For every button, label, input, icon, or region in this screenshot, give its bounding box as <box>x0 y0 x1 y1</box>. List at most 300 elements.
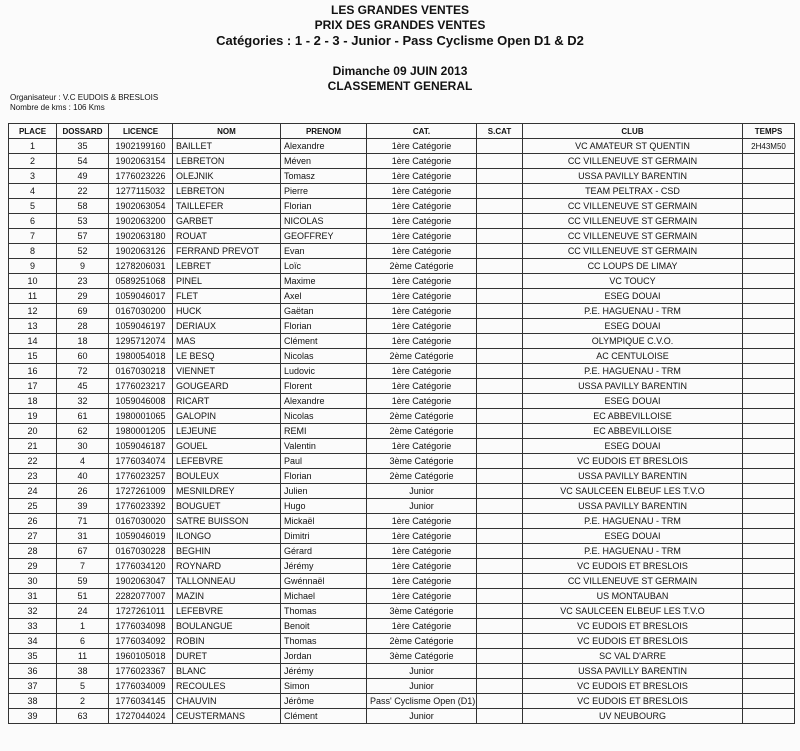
place-cell: 1 <box>9 139 57 154</box>
prenom-cell: Méven <box>281 154 367 169</box>
prenom-cell: Simon <box>281 679 367 694</box>
dossard-cell: 53 <box>57 214 109 229</box>
place-cell: 6 <box>9 214 57 229</box>
table-row <box>9 574 795 589</box>
category-cell: 1ère Catégorie <box>367 229 477 244</box>
dossard-cell: 31 <box>57 529 109 544</box>
place-cell: 5 <box>9 199 57 214</box>
prenom-cell: Jordan <box>281 649 367 664</box>
results-body <box>9 139 795 724</box>
club-cell: UV NEUBOURG <box>523 709 743 724</box>
prenom-cell: Paul <box>281 454 367 469</box>
table-row <box>9 244 795 259</box>
category-cell: Pass' Cyclisme Open (D1) <box>367 694 477 709</box>
place-cell: 32 <box>9 604 57 619</box>
licence-cell: 1902063054 <box>109 199 173 214</box>
licence-cell: 1059046197 <box>109 319 173 334</box>
place-cell: 18 <box>9 394 57 409</box>
col-header-club: CLUB <box>523 124 743 139</box>
place-cell: 16 <box>9 364 57 379</box>
nom-cell: LEBRET <box>173 259 281 274</box>
col-header-prenom: PRENOM <box>281 124 367 139</box>
col-header-dossard: DOSSARD <box>57 124 109 139</box>
time-cell <box>743 319 795 334</box>
licence-cell: 1776034009 <box>109 679 173 694</box>
dossard-cell: 60 <box>57 349 109 364</box>
prenom-cell: Clément <box>281 334 367 349</box>
subcategory-cell <box>477 514 523 529</box>
prenom-cell: Florent <box>281 379 367 394</box>
col-header-nom: NOM <box>173 124 281 139</box>
time-cell <box>743 184 795 199</box>
category-cell: 1ère Catégorie <box>367 244 477 259</box>
subcategory-cell <box>477 679 523 694</box>
subcategory-cell <box>477 154 523 169</box>
dossard-cell: 11 <box>57 649 109 664</box>
dossard-cell: 28 <box>57 319 109 334</box>
place-cell: 20 <box>9 424 57 439</box>
category-cell: Junior <box>367 709 477 724</box>
club-cell: CC VILLENEUVE ST GERMAIN <box>523 574 743 589</box>
time-cell <box>743 379 795 394</box>
club-cell: USSA PAVILLY BARENTIN <box>523 379 743 394</box>
licence-cell: 1776023392 <box>109 499 173 514</box>
club-cell: CC VILLENEUVE ST GERMAIN <box>523 244 743 259</box>
club-cell: TEAM PELTRAX - CSD <box>523 184 743 199</box>
prenom-cell: Michael <box>281 589 367 604</box>
licence-cell: 0167030228 <box>109 544 173 559</box>
dossard-cell: 9 <box>57 259 109 274</box>
licence-cell: 1902063047 <box>109 574 173 589</box>
table-row <box>9 499 795 514</box>
club-cell: CC VILLENEUVE ST GERMAIN <box>523 229 743 244</box>
category-cell: 2ème Catégorie <box>367 469 477 484</box>
race-title: LES GRANDES VENTES <box>330 3 470 17</box>
table-row <box>9 709 795 724</box>
prenom-cell: Benoit <box>281 619 367 634</box>
time-cell <box>743 484 795 499</box>
table-row <box>9 199 795 214</box>
nom-cell: ROYNARD <box>173 559 281 574</box>
licence-cell: 1980001065 <box>109 409 173 424</box>
prenom-cell: Thomas <box>281 634 367 649</box>
nom-cell: LEJEUNE <box>173 424 281 439</box>
table-row <box>9 589 795 604</box>
place-cell: 39 <box>9 709 57 724</box>
table-row <box>9 544 795 559</box>
dossard-cell: 39 <box>57 499 109 514</box>
club-cell: VC TOUCY <box>523 274 743 289</box>
place-cell: 4 <box>9 184 57 199</box>
time-cell <box>743 589 795 604</box>
category-cell: 2ème Catégorie <box>367 349 477 364</box>
club-cell: EC ABBEVILLOISE <box>523 409 743 424</box>
club-cell: EC ABBEVILLOISE <box>523 424 743 439</box>
time-cell <box>743 229 795 244</box>
nom-cell: TALLONNEAU <box>173 574 281 589</box>
table-row <box>9 409 795 424</box>
place-cell: 35 <box>9 649 57 664</box>
dossard-cell: 23 <box>57 274 109 289</box>
place-cell: 25 <box>9 499 57 514</box>
dossard-cell: 62 <box>57 424 109 439</box>
time-cell <box>743 259 795 274</box>
col-header-cat: CAT. <box>367 124 477 139</box>
club-cell: USSA PAVILLY BARENTIN <box>523 499 743 514</box>
category-cell: 3ème Catégorie <box>367 604 477 619</box>
subcategory-cell <box>477 409 523 424</box>
dossard-cell: 32 <box>57 394 109 409</box>
licence-cell: 1902063200 <box>109 214 173 229</box>
club-cell: US MONTAUBAN <box>523 589 743 604</box>
licence-cell: 1776023367 <box>109 664 173 679</box>
prenom-cell: NICOLAS <box>281 214 367 229</box>
nom-cell: RICART <box>173 394 281 409</box>
dossard-cell: 54 <box>57 154 109 169</box>
category-cell: 1ère Catégorie <box>367 619 477 634</box>
dossard-cell: 45 <box>57 379 109 394</box>
prenom-cell: Nicolas <box>281 409 367 424</box>
category-cell: 1ère Catégorie <box>367 544 477 559</box>
club-cell: VC SAULCEEN ELBEUF LES T.V.O <box>523 484 743 499</box>
dossard-cell: 4 <box>57 454 109 469</box>
dossard-cell: 57 <box>57 229 109 244</box>
table-row <box>9 289 795 304</box>
nom-cell: FERRAND PREVOT <box>173 244 281 259</box>
licence-cell: 1776034092 <box>109 634 173 649</box>
club-cell: OLYMPIQUE C.V.O. <box>523 334 743 349</box>
place-cell: 29 <box>9 559 57 574</box>
table-row <box>9 364 795 379</box>
race-date: Dimanche 09 JUIN 2013 <box>332 64 468 78</box>
table-row <box>9 304 795 319</box>
prenom-cell: Jérémy <box>281 559 367 574</box>
category-cell: 1ère Catégorie <box>367 169 477 184</box>
prenom-cell: Alexandre <box>281 394 367 409</box>
nom-cell: VIENNET <box>173 364 281 379</box>
prenom-cell: Jérôme <box>281 694 367 709</box>
subcategory-cell <box>477 229 523 244</box>
table-row <box>9 619 795 634</box>
table-row <box>9 229 795 244</box>
licence-cell: 1059046019 <box>109 529 173 544</box>
place-cell: 14 <box>9 334 57 349</box>
dossard-cell: 35 <box>57 139 109 154</box>
category-cell: Junior <box>367 664 477 679</box>
category-cell: 1ère Catégorie <box>367 319 477 334</box>
time-cell <box>743 244 795 259</box>
dossard-cell: 40 <box>57 469 109 484</box>
table-row <box>9 514 795 529</box>
club-cell: P.E. HAGUENAU - TRM <box>523 544 743 559</box>
prenom-cell: Alexandre <box>281 139 367 154</box>
category-cell: 1ère Catégorie <box>367 379 477 394</box>
subcategory-cell <box>477 559 523 574</box>
organizer-label: Organisateur : V.C EUDOIS & BRESLOIS <box>10 93 159 102</box>
table-row <box>9 139 795 154</box>
prenom-cell: Gwénnaël <box>281 574 367 589</box>
category-cell: 1ère Catégorie <box>367 334 477 349</box>
dossard-cell: 6 <box>57 634 109 649</box>
nom-cell: CHAUVIN <box>173 694 281 709</box>
prenom-cell: Nicolas <box>281 349 367 364</box>
licence-cell: 1776034098 <box>109 619 173 634</box>
licence-cell: 0167030200 <box>109 304 173 319</box>
dossard-cell: 63 <box>57 709 109 724</box>
time-cell <box>743 349 795 364</box>
time-cell <box>743 169 795 184</box>
place-cell: 27 <box>9 529 57 544</box>
time-cell <box>743 544 795 559</box>
prenom-cell: Axel <box>281 289 367 304</box>
table-row <box>9 604 795 619</box>
prenom-cell: Jérémy <box>281 664 367 679</box>
dossard-cell: 7 <box>57 559 109 574</box>
club-cell: VC EUDOIS ET BRESLOIS <box>523 679 743 694</box>
category-cell: 1ère Catégorie <box>367 289 477 304</box>
club-cell: VC EUDOIS ET BRESLOIS <box>523 454 743 469</box>
table-row <box>9 214 795 229</box>
subcategory-cell <box>477 334 523 349</box>
time-cell <box>743 304 795 319</box>
dossard-cell: 61 <box>57 409 109 424</box>
place-cell: 8 <box>9 244 57 259</box>
subcategory-cell <box>477 484 523 499</box>
subcategory-cell <box>477 319 523 334</box>
club-cell: VC EUDOIS ET BRESLOIS <box>523 559 743 574</box>
col-header-scat: S.CAT <box>477 124 523 139</box>
nom-cell: LEBRETON <box>173 184 281 199</box>
time-cell <box>743 424 795 439</box>
subcategory-cell <box>477 259 523 274</box>
place-cell: 37 <box>9 679 57 694</box>
nom-cell: MESNILDREY <box>173 484 281 499</box>
category-cell: 3ème Catégorie <box>367 649 477 664</box>
club-cell: USSA PAVILLY BARENTIN <box>523 469 743 484</box>
club-cell: CC VILLENEUVE ST GERMAIN <box>523 199 743 214</box>
nom-cell: BOULANGUE <box>173 619 281 634</box>
place-cell: 22 <box>9 454 57 469</box>
prenom-cell: Pierre <box>281 184 367 199</box>
licence-cell: 1776023226 <box>109 169 173 184</box>
club-cell: CC VILLENEUVE ST GERMAIN <box>523 214 743 229</box>
category-cell: 1ère Catégorie <box>367 514 477 529</box>
nom-cell: PINEL <box>173 274 281 289</box>
time-cell <box>743 499 795 514</box>
subcategory-cell <box>477 694 523 709</box>
category-cell: 1ère Catégorie <box>367 559 477 574</box>
subcategory-cell <box>477 289 523 304</box>
licence-cell: 1776034120 <box>109 559 173 574</box>
table-row <box>9 484 795 499</box>
time-cell <box>743 334 795 349</box>
prenom-cell: Florian <box>281 469 367 484</box>
subcategory-cell <box>477 634 523 649</box>
time-cell <box>743 679 795 694</box>
category-cell: 1ère Catégorie <box>367 589 477 604</box>
nom-cell: BEGHIN <box>173 544 281 559</box>
table-row <box>9 379 795 394</box>
subcategory-cell <box>477 214 523 229</box>
subcategory-cell <box>477 394 523 409</box>
time-cell <box>743 469 795 484</box>
dossard-cell: 1 <box>57 619 109 634</box>
time-cell <box>743 409 795 424</box>
subcategory-cell <box>477 304 523 319</box>
nom-cell: TAILLEFER <box>173 199 281 214</box>
nom-cell: GALOPIN <box>173 409 281 424</box>
table-row <box>9 454 795 469</box>
dossard-cell: 26 <box>57 484 109 499</box>
dossard-cell: 69 <box>57 304 109 319</box>
dossard-cell: 72 <box>57 364 109 379</box>
table-row <box>9 154 795 169</box>
place-cell: 21 <box>9 439 57 454</box>
subcategory-cell <box>477 589 523 604</box>
place-cell: 12 <box>9 304 57 319</box>
subcategory-cell <box>477 529 523 544</box>
dossard-cell: 51 <box>57 589 109 604</box>
time-cell <box>743 154 795 169</box>
time-cell <box>743 454 795 469</box>
subcategory-cell <box>477 379 523 394</box>
prenom-cell: Tomasz <box>281 169 367 184</box>
nom-cell: BOULEUX <box>173 469 281 484</box>
place-cell: 3 <box>9 169 57 184</box>
category-cell: 3ème Catégorie <box>367 454 477 469</box>
dossard-cell: 38 <box>57 664 109 679</box>
category-cell: 1ère Catégorie <box>367 274 477 289</box>
club-cell: ESEG DOUAI <box>523 289 743 304</box>
nom-cell: GOUEL <box>173 439 281 454</box>
dossard-cell: 52 <box>57 244 109 259</box>
subcategory-cell <box>477 574 523 589</box>
table-row <box>9 169 795 184</box>
dossard-cell: 58 <box>57 199 109 214</box>
subcategory-cell <box>477 499 523 514</box>
place-cell: 23 <box>9 469 57 484</box>
time-cell <box>743 664 795 679</box>
club-cell: ESEG DOUAI <box>523 394 743 409</box>
table-row <box>9 694 795 709</box>
prenom-cell: Thomas <box>281 604 367 619</box>
dossard-cell: 2 <box>57 694 109 709</box>
subcategory-cell <box>477 184 523 199</box>
club-cell: SC VAL D'ARRE <box>523 649 743 664</box>
time-cell <box>743 364 795 379</box>
table-row <box>9 394 795 409</box>
prenom-cell: Florian <box>281 199 367 214</box>
club-cell: P.E. HAGUENAU - TRM <box>523 364 743 379</box>
place-cell: 11 <box>9 289 57 304</box>
prize-title: PRIX DES GRANDES VENTES <box>314 18 486 32</box>
time-cell <box>743 214 795 229</box>
nom-cell: ROBIN <box>173 634 281 649</box>
time-cell <box>743 649 795 664</box>
prenom-cell: Dimitri <box>281 529 367 544</box>
club-cell: VC SAULCEEN ELBEUF LES T.V.O <box>523 604 743 619</box>
place-cell: 15 <box>9 349 57 364</box>
subcategory-cell <box>477 709 523 724</box>
time-cell <box>743 529 795 544</box>
place-cell: 13 <box>9 319 57 334</box>
licence-cell: 1776023217 <box>109 379 173 394</box>
nom-cell: FLET <box>173 289 281 304</box>
prenom-cell: Valentin <box>281 439 367 454</box>
subcategory-cell <box>477 544 523 559</box>
subcategory-cell <box>477 649 523 664</box>
time-cell <box>743 514 795 529</box>
dossard-cell: 5 <box>57 679 109 694</box>
place-cell: 30 <box>9 574 57 589</box>
table-row <box>9 259 795 274</box>
col-header-place: PLACE <box>9 124 57 139</box>
subcategory-cell <box>477 139 523 154</box>
club-cell: USSA PAVILLY BARENTIN <box>523 169 743 184</box>
prenom-cell: Hugo <box>281 499 367 514</box>
club-cell: ESEG DOUAI <box>523 439 743 454</box>
subcategory-cell <box>477 424 523 439</box>
licence-cell: 1980054018 <box>109 349 173 364</box>
time-cell <box>743 709 795 724</box>
licence-cell: 0167030020 <box>109 514 173 529</box>
licence-cell: 1295712074 <box>109 334 173 349</box>
club-cell: VC EUDOIS ET BRESLOIS <box>523 619 743 634</box>
table-row <box>9 664 795 679</box>
prenom-cell: Clément <box>281 709 367 724</box>
licence-cell: 1902063126 <box>109 244 173 259</box>
time-cell <box>743 619 795 634</box>
subcategory-cell <box>477 364 523 379</box>
table-row <box>9 679 795 694</box>
place-cell: 28 <box>9 544 57 559</box>
col-header-temps: TEMPS <box>743 124 795 139</box>
place-cell: 33 <box>9 619 57 634</box>
nom-cell: MAZIN <box>173 589 281 604</box>
ranking-title: CLASSEMENT GENERAL <box>327 79 473 93</box>
dossard-cell: 49 <box>57 169 109 184</box>
club-cell: ESEG DOUAI <box>523 529 743 544</box>
distance-label: Nombre de kms : 106 Kms <box>10 103 105 112</box>
dossard-cell: 24 <box>57 604 109 619</box>
place-cell: 24 <box>9 484 57 499</box>
table-row <box>9 439 795 454</box>
subcategory-cell <box>477 619 523 634</box>
time-cell <box>743 289 795 304</box>
nom-cell: GOUGEARD <box>173 379 281 394</box>
table-row <box>9 634 795 649</box>
licence-cell: 1776034074 <box>109 454 173 469</box>
time-cell <box>743 574 795 589</box>
nom-cell: DURET <box>173 649 281 664</box>
prenom-cell: Mickaël <box>281 514 367 529</box>
place-cell: 10 <box>9 274 57 289</box>
dossard-cell: 18 <box>57 334 109 349</box>
time-cell <box>743 274 795 289</box>
club-cell: USSA PAVILLY BARENTIN <box>523 664 743 679</box>
club-cell: CC LOUPS DE LIMAY <box>523 259 743 274</box>
place-cell: 36 <box>9 664 57 679</box>
subcategory-cell <box>477 274 523 289</box>
nom-cell: BOUGUET <box>173 499 281 514</box>
dossard-cell: 71 <box>57 514 109 529</box>
licence-cell: 1059046187 <box>109 439 173 454</box>
category-cell: 2ème Catégorie <box>367 259 477 274</box>
licence-cell: 1059046008 <box>109 394 173 409</box>
category-cell: 1ère Catégorie <box>367 529 477 544</box>
place-cell: 19 <box>9 409 57 424</box>
club-cell: ESEG DOUAI <box>523 319 743 334</box>
